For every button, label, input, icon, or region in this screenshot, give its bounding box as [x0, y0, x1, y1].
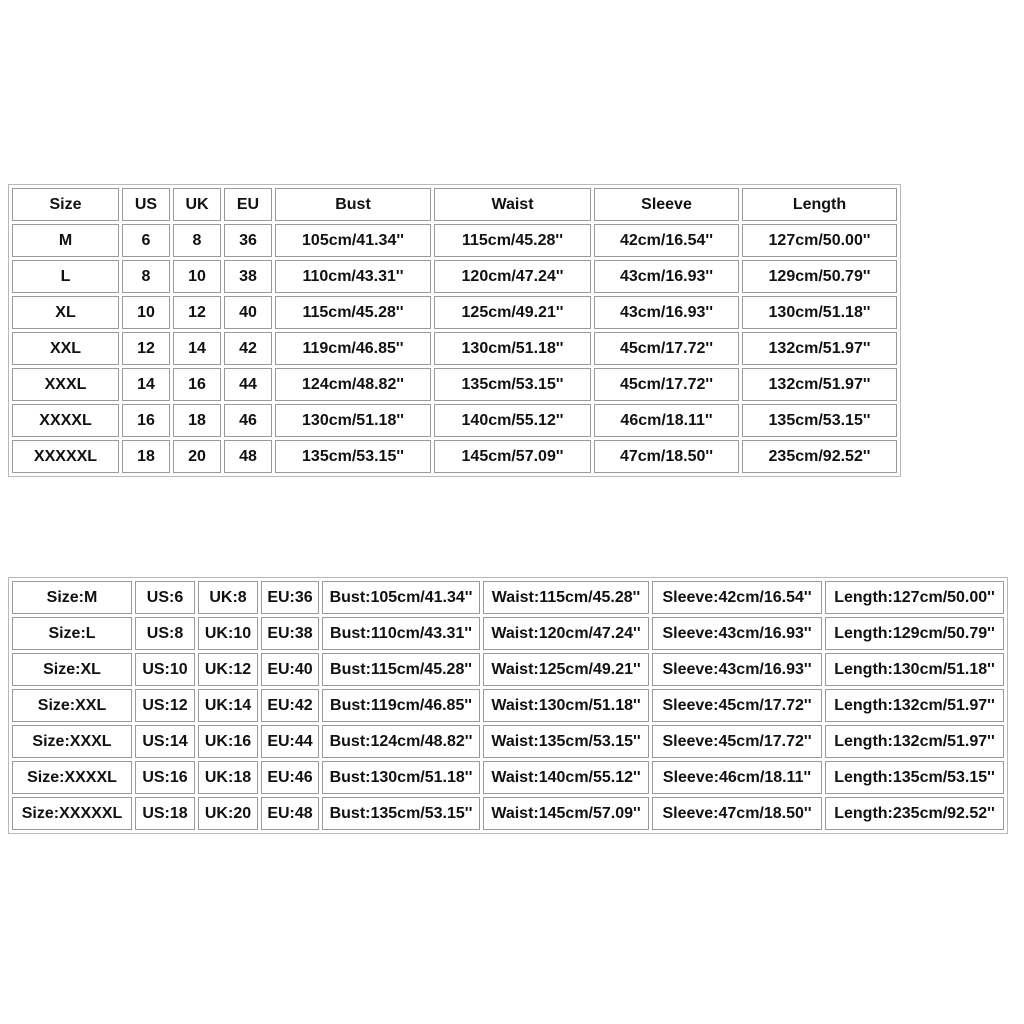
table-cell: 8 [173, 224, 221, 257]
table-cell: US:18 [135, 797, 195, 830]
table-cell: US:12 [135, 689, 195, 722]
table-cell: Sleeve:46cm/18.11'' [652, 761, 822, 794]
table-cell: XXXL [12, 368, 119, 401]
table-cell: 129cm/50.79'' [742, 260, 897, 293]
table-cell: XXXXL [12, 404, 119, 437]
table-cell: 8 [122, 260, 170, 293]
table-cell: 6 [122, 224, 170, 257]
table-cell: US:6 [135, 581, 195, 614]
table-row [12, 617, 1004, 650]
table-row [12, 224, 897, 257]
table-cell: UK:8 [198, 581, 258, 614]
table-row [12, 332, 897, 365]
table-cell: 135cm/53.15'' [275, 440, 431, 473]
table-cell: Size:XXXXXL [12, 797, 132, 830]
table-cell: 16 [173, 368, 221, 401]
table-cell: 130cm/51.18'' [742, 296, 897, 329]
table-row [12, 653, 1004, 686]
table-cell: Sleeve:47cm/18.50'' [652, 797, 822, 830]
table-cell: 43cm/16.93'' [594, 296, 739, 329]
table-cell: Waist:120cm/47.24'' [483, 617, 649, 650]
table-cell: 14 [173, 332, 221, 365]
table-cell: L [12, 260, 119, 293]
table-cell: Length:129cm/50.79'' [825, 617, 1004, 650]
table-cell: Sleeve:43cm/16.93'' [652, 617, 822, 650]
header-cell-sleeve: Sleeve [594, 188, 739, 221]
table-cell: 130cm/51.18'' [434, 332, 591, 365]
table-cell: 125cm/49.21'' [434, 296, 591, 329]
table-cell: 115cm/45.28'' [434, 224, 591, 257]
table-cell: Length:135cm/53.15'' [825, 761, 1004, 794]
table-cell: 44 [224, 368, 272, 401]
table-row [12, 368, 897, 401]
table-cell: EU:38 [261, 617, 319, 650]
table-cell: Size:XXXL [12, 725, 132, 758]
table-row [12, 725, 1004, 758]
table-cell: 48 [224, 440, 272, 473]
table-cell: US:8 [135, 617, 195, 650]
table-cell: Size:XL [12, 653, 132, 686]
size-chart-labeled-table [8, 577, 1008, 834]
table-cell: EU:40 [261, 653, 319, 686]
table-cell: Sleeve:45cm/17.72'' [652, 725, 822, 758]
table-row [12, 797, 1004, 830]
table-cell: Sleeve:42cm/16.54'' [652, 581, 822, 614]
header-row [12, 188, 897, 221]
table-cell: UK:12 [198, 653, 258, 686]
table-cell: 46 [224, 404, 272, 437]
table-cell: Waist:145cm/57.09'' [483, 797, 649, 830]
size-chart-body [12, 188, 897, 473]
table-cell: Length:132cm/51.97'' [825, 725, 1004, 758]
table-cell: 115cm/45.28'' [275, 296, 431, 329]
table-cell: Length:235cm/92.52'' [825, 797, 1004, 830]
table-cell: US:14 [135, 725, 195, 758]
table-cell: 12 [122, 332, 170, 365]
table-cell: Size:M [12, 581, 132, 614]
table-cell: 16 [122, 404, 170, 437]
table-cell: EU:46 [261, 761, 319, 794]
table-cell: 10 [173, 260, 221, 293]
table-cell: EU:48 [261, 797, 319, 830]
table-cell: 18 [173, 404, 221, 437]
table-row [12, 296, 897, 329]
table-cell: EU:44 [261, 725, 319, 758]
table-cell: EU:36 [261, 581, 319, 614]
table-cell: XXXXXL [12, 440, 119, 473]
table-row [12, 689, 1004, 722]
table-cell: US:16 [135, 761, 195, 794]
table-cell: Length:127cm/50.00'' [825, 581, 1004, 614]
table-cell: 36 [224, 224, 272, 257]
table-cell: 38 [224, 260, 272, 293]
table-cell: UK:20 [198, 797, 258, 830]
table-cell: Waist:115cm/45.28'' [483, 581, 649, 614]
table-cell: Length:130cm/51.18'' [825, 653, 1004, 686]
header-cell-length: Length [742, 188, 897, 221]
header-cell-waist: Waist [434, 188, 591, 221]
table-cell: Sleeve:43cm/16.93'' [652, 653, 822, 686]
table-cell: 45cm/17.72'' [594, 368, 739, 401]
table-cell: 47cm/18.50'' [594, 440, 739, 473]
table-cell: 145cm/57.09'' [434, 440, 591, 473]
table-cell: 20 [173, 440, 221, 473]
table-cell: 43cm/16.93'' [594, 260, 739, 293]
table-cell: 45cm/17.72'' [594, 332, 739, 365]
table-cell: Bust:124cm/48.82'' [322, 725, 480, 758]
table-cell: 42 [224, 332, 272, 365]
table-cell: 120cm/47.24'' [434, 260, 591, 293]
table-row [12, 440, 897, 473]
table-cell: 105cm/41.34'' [275, 224, 431, 257]
table-cell: Length:132cm/51.97'' [825, 689, 1004, 722]
table-cell: Bust:115cm/45.28'' [322, 653, 480, 686]
table-cell: Bust:135cm/53.15'' [322, 797, 480, 830]
table-cell: 40 [224, 296, 272, 329]
table-cell: US:10 [135, 653, 195, 686]
size-chart-table [8, 184, 901, 477]
table-cell: Bust:105cm/41.34'' [322, 581, 480, 614]
table-cell: 132cm/51.97'' [742, 332, 897, 365]
header-cell-uk: UK [173, 188, 221, 221]
table-cell: Waist:140cm/55.12'' [483, 761, 649, 794]
table-cell: UK:14 [198, 689, 258, 722]
table-cell: 12 [173, 296, 221, 329]
table-row [12, 761, 1004, 794]
table-cell: Bust:119cm/46.85'' [322, 689, 480, 722]
table-cell: XXL [12, 332, 119, 365]
table-cell: XL [12, 296, 119, 329]
table-cell: Size:L [12, 617, 132, 650]
table-cell: Waist:130cm/51.18'' [483, 689, 649, 722]
table-row [12, 581, 1004, 614]
table-cell: 110cm/43.31'' [275, 260, 431, 293]
header-cell-bust: Bust [275, 188, 431, 221]
header-cell-us: US [122, 188, 170, 221]
header-cell-size: Size [12, 188, 119, 221]
table-cell: Size:XXL [12, 689, 132, 722]
table-cell: 130cm/51.18'' [275, 404, 431, 437]
table-row [12, 404, 897, 437]
table-cell: 135cm/53.15'' [742, 404, 897, 437]
table-cell: 18 [122, 440, 170, 473]
size-chart-labeled-body [12, 581, 1004, 830]
table-cell: UK:10 [198, 617, 258, 650]
table-cell: UK:18 [198, 761, 258, 794]
table-cell: Sleeve:45cm/17.72'' [652, 689, 822, 722]
table-cell: 235cm/92.52'' [742, 440, 897, 473]
table-cell: Waist:135cm/53.15'' [483, 725, 649, 758]
table-cell: 10 [122, 296, 170, 329]
table-cell: 14 [122, 368, 170, 401]
table-cell: 42cm/16.54'' [594, 224, 739, 257]
header-cell-eu: EU [224, 188, 272, 221]
table-cell: 119cm/46.85'' [275, 332, 431, 365]
table-cell: UK:16 [198, 725, 258, 758]
table-cell: Size:XXXXL [12, 761, 132, 794]
table-cell: 127cm/50.00'' [742, 224, 897, 257]
table-cell: Bust:110cm/43.31'' [322, 617, 480, 650]
table-cell: EU:42 [261, 689, 319, 722]
table-row [12, 260, 897, 293]
table-cell: 46cm/18.11'' [594, 404, 739, 437]
table-cell: 140cm/55.12'' [434, 404, 591, 437]
table-cell: 135cm/53.15'' [434, 368, 591, 401]
table-cell: Waist:125cm/49.21'' [483, 653, 649, 686]
table-cell: 132cm/51.97'' [742, 368, 897, 401]
table-cell: 124cm/48.82'' [275, 368, 431, 401]
table-cell: M [12, 224, 119, 257]
table-cell: Bust:130cm/51.18'' [322, 761, 480, 794]
